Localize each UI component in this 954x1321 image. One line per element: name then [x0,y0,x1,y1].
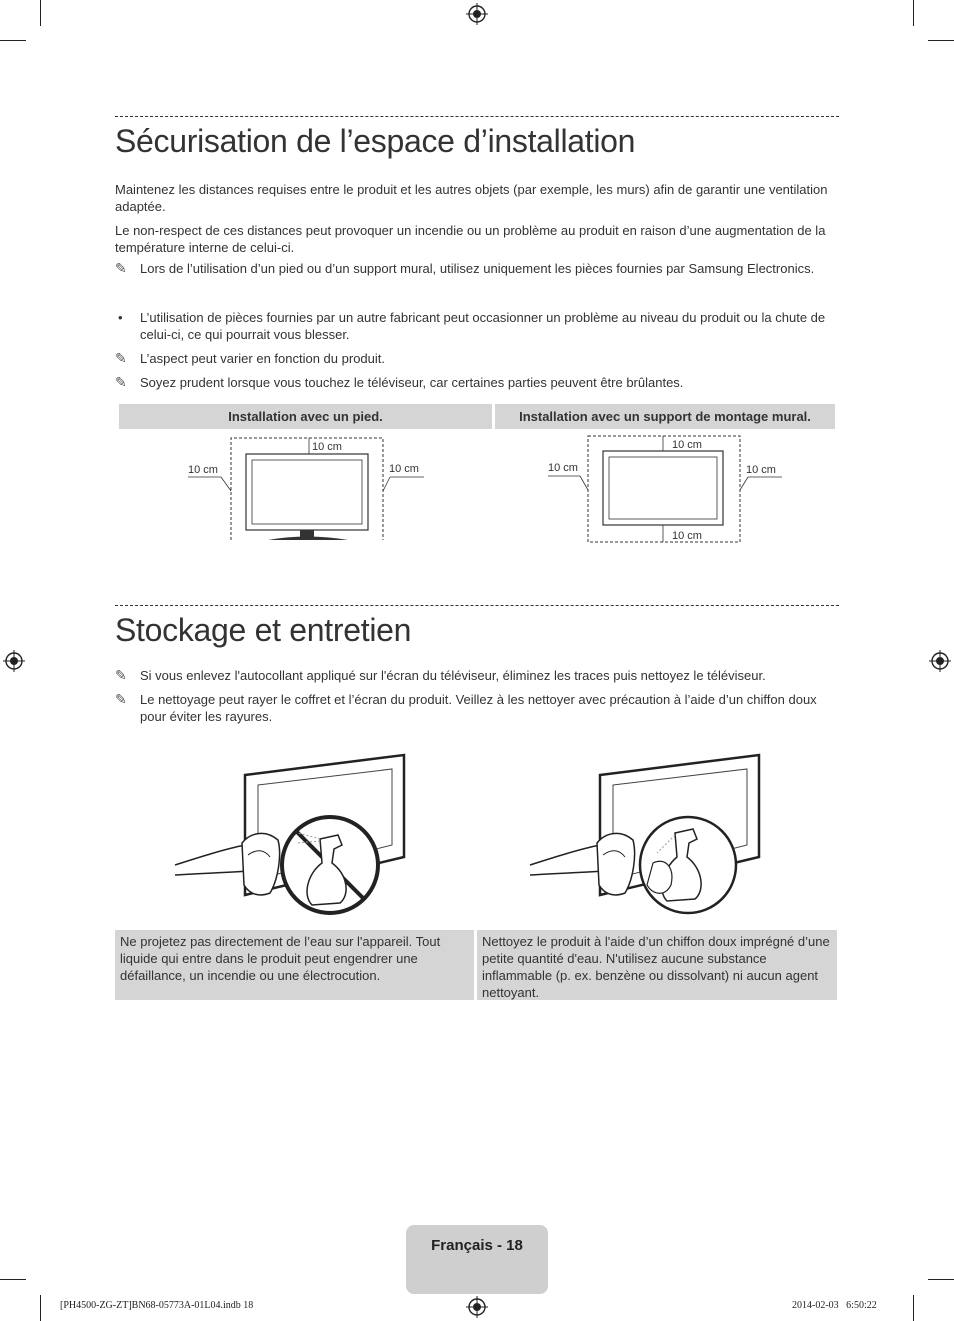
bullet-icon: • [118,310,123,325]
note-cleaning: Le nettoyage peut rayer le coffret et l’écran du produit. Veillez à les nettoyer avec précaution à l’aide d’un chiffon doux pour éviter les rayures. [140,692,817,724]
pencil-note-icon: ✎ [115,260,127,276]
page-number-tab [406,1225,548,1294]
crop-mark [928,40,954,41]
note-sticker: Si vous enlevez l'autocollant appliqué sur l'écran du téléviseur, éliminez les traces puis nettoyez le téléviseur. [140,668,766,683]
stand-installation-diagram [180,432,440,544]
note-hot-parts: Soyez prudent lorsque vous touchez le téléviseur, car certaines parties peuvent être brûlantes. [140,375,684,390]
section-title-storage: Stockage et entretien [115,612,412,648]
bullet-other-manufacturer: L’utilisation de pièces fournies par un autre fabricant peut occasionner un problème au niveau du produit ou la chute de celui-ci, ce qui pourrait vous blesser. [140,310,826,342]
wall-bottom-clearance-label: 10 cm [672,530,702,542]
paragraph-warning: Le non-respect de ces distances peut provoquer un incendie ou un problème au produit en raison d’une augmentation de la température interne de celui-ci. [115,223,826,255]
no-spray-illustration [170,745,420,920]
crop-mark [913,1295,914,1321]
section-divider [115,605,839,606]
pencil-note-icon: ✎ [115,350,127,366]
caption-no-spray: Ne projetez pas directement de l’eau sur l'appareil. Tout liquide qui entre dans le produit peut engendrer une défaillance, un incendie ou une électrocution. [115,930,474,1000]
table-header-wall-mount: Installation avec un support de montage mural. [495,404,835,429]
registration-mark-icon [466,1296,488,1318]
registration-mark-icon [466,3,488,25]
stand-right-clearance-label: 10 cm [389,463,419,475]
pencil-note-icon: ✎ [115,374,127,390]
crop-mark [928,1279,954,1280]
crop-mark [913,0,914,26]
spray-cloth-illustration [525,745,775,920]
stand-top-clearance-label: 10 cm [312,441,342,453]
stand-left-clearance-label: 10 cm [188,464,218,476]
section-title-installation: Sécurisation de l’espace d’installation [115,123,636,159]
note-samsung-parts: Lors de l’utilisation d’un pied ou d’un support mural, utilisez uniquement les pièces fournies par Samsung Electronics. [140,261,815,276]
wall-right-clearance-label: 10 cm [746,464,776,476]
crop-mark [40,0,41,26]
page-number: Français - 18 [431,1237,523,1254]
crop-mark [0,1279,26,1280]
pencil-note-icon: ✎ [115,691,127,707]
section-divider [115,116,839,117]
crop-mark [40,1295,41,1321]
pencil-note-icon: ✎ [115,667,127,683]
print-slug-right: 2014-02-03 6:50:22 [792,1300,877,1311]
print-slug-left: [PH4500-ZG-ZT]BN68-05773A-01L04.indb 18 [60,1300,254,1311]
caption-soft-cloth: Nettoyez le produit à l'aide d’un chiffon doux imprégné d’une petite quantité d'eau. N'utilisez aucune substance inflammable (p. ex. benzène ou dissolvant) ni aucun agent nettoyant. [477,930,837,1000]
table-header-stand: Installation avec un pied. [119,404,492,429]
wall-left-clearance-label: 10 cm [548,462,578,474]
paragraph-ventilation: Maintenez les distances requises entre le produit et les autres objets (par exemple, les murs) afin de garantir une ventilation adaptée. [115,182,828,214]
registration-mark-icon [929,650,951,672]
crop-mark [0,40,26,41]
wall-top-clearance-label: 10 cm [672,439,702,451]
note-appearance: L’aspect peut varier en fonction du produit. [140,351,385,366]
registration-mark-icon [3,650,25,672]
wall-mount-installation-diagram [540,432,800,546]
